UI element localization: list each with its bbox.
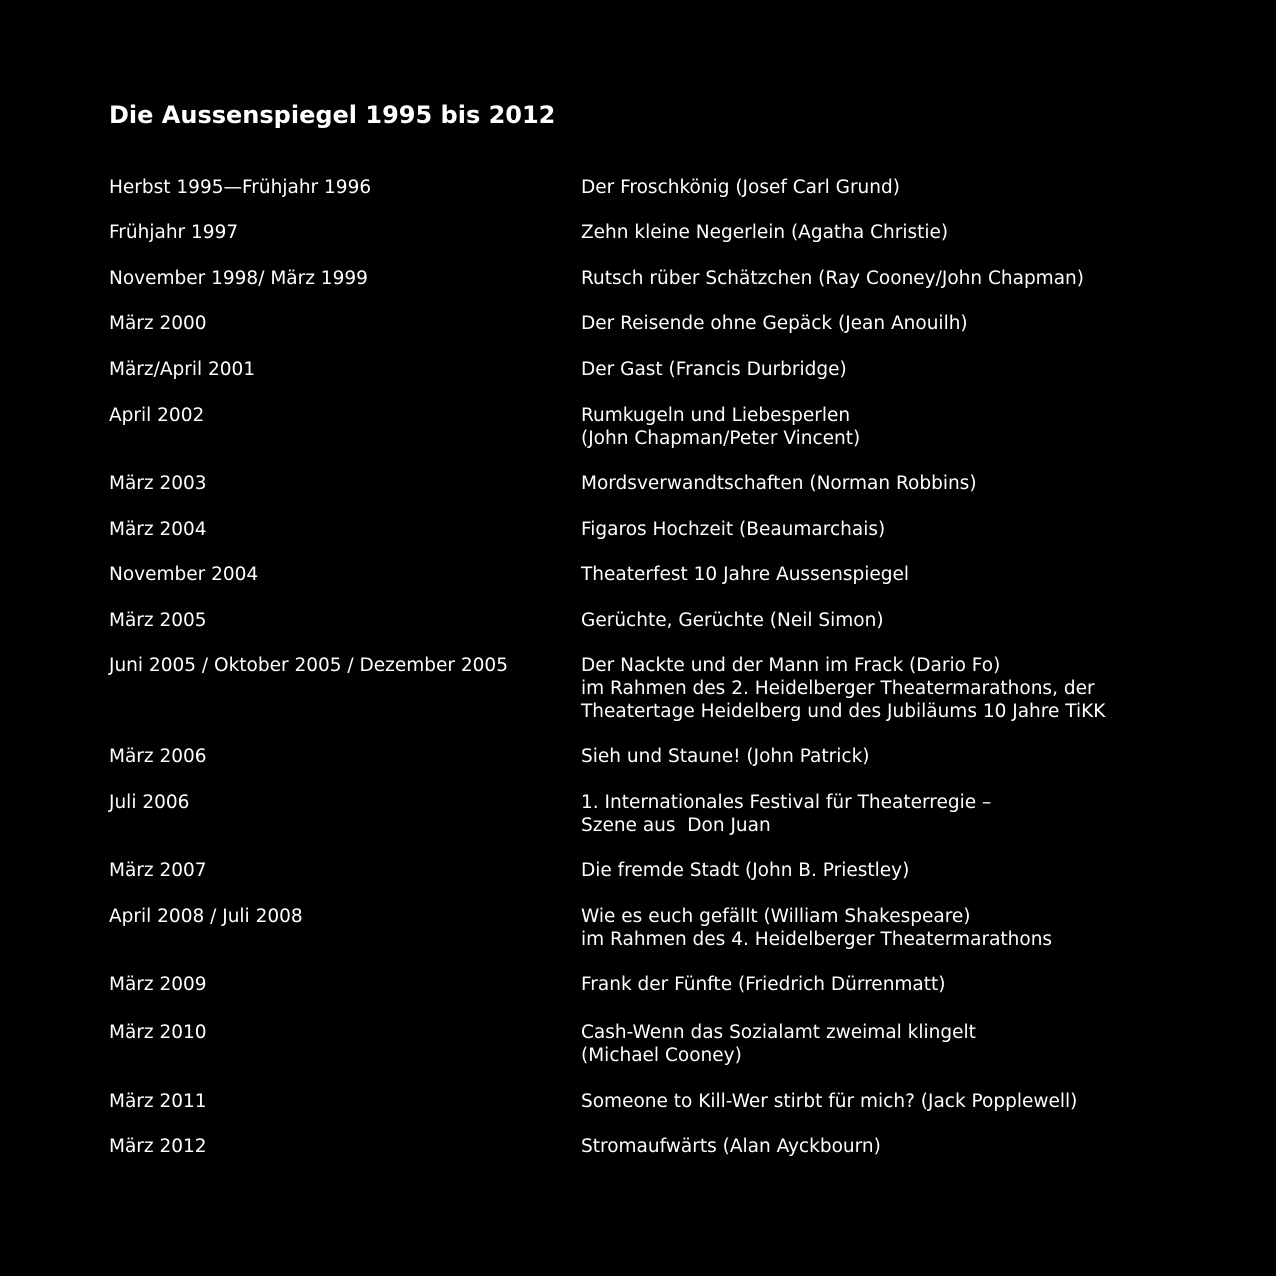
production-date: März 2009 <box>109 974 207 995</box>
production-title <box>581 312 968 335</box>
production-date: März 2012 <box>109 1136 207 1157</box>
production-title-line: 1. Internationales Festival für Theaterregie – <box>581 792 992 813</box>
production-title-line: Szene aus Don Juan <box>581 815 771 836</box>
page-title: Die Aussenspiegel 1995 bis 2012 <box>109 101 556 129</box>
production-title-line: Frank der Fünfte (Friedrich Dürrenmatt) <box>581 974 946 995</box>
production-title <box>581 1021 976 1067</box>
production-title-line: Figaros Hochzeit (Beaumarchais) <box>581 519 886 540</box>
production-title-line: Mordsverwandtschaften (Norman Robbins) <box>581 473 977 494</box>
production-title <box>581 472 977 495</box>
production-date: März 2006 <box>109 746 207 767</box>
production-date: März/April 2001 <box>109 359 256 380</box>
production-date: März 2005 <box>109 610 207 631</box>
production-date: Juni 2005 / Oktober 2005 / Dezember 2005 <box>109 655 508 676</box>
production-title-line: Die fremde Stadt (John B. Priestley) <box>581 860 910 881</box>
production-title <box>581 609 884 632</box>
production-title-line: Zehn kleine Negerlein (Agatha Christie) <box>581 222 949 243</box>
production-date: November 1998/ März 1999 <box>109 268 368 289</box>
production-date: April 2002 <box>109 405 205 426</box>
production-title-line: Wie es euch gefällt (William Shakespeare) <box>581 906 971 927</box>
production-title <box>581 791 991 837</box>
production-title-line: Stromaufwärts (Alan Ayckbourn) <box>581 1136 881 1157</box>
production-title <box>581 221 948 244</box>
production-title <box>581 518 885 541</box>
production-title-line: Sieh und Staune! (John Patrick) <box>581 746 870 767</box>
production-date: Frühjahr 1997 <box>109 222 239 243</box>
production-title <box>581 563 909 586</box>
production-title <box>581 973 946 996</box>
production-title-line: im Rahmen des 4. Heidelberger Theatermarathons <box>581 929 1053 950</box>
production-title-line: Gerüchte, Gerüchte (Neil Simon) <box>581 610 884 631</box>
production-title <box>581 654 1105 723</box>
production-title <box>581 358 847 381</box>
production-title-line: Der Froschkönig (Josef Carl Grund) <box>581 177 900 198</box>
production-title-line: Der Gast (Francis Durbridge) <box>581 359 847 380</box>
production-title <box>581 1135 881 1158</box>
production-title-line: Rumkugeln und Liebesperlen <box>581 405 851 426</box>
production-title-line: Der Nackte und der Mann im Frack (Dario Fo) <box>581 655 1001 676</box>
production-title-line: Someone to Kill-Wer stirbt für mich? (Jack Popplewell) <box>581 1091 1078 1112</box>
production-date: Juli 2006 <box>109 792 190 813</box>
production-date: März 2007 <box>109 860 207 881</box>
production-title-line: Theatertage Heidelberg und des Jubiläums 10 Jahre TiKK <box>581 701 1106 722</box>
production-date: März 2003 <box>109 473 207 494</box>
production-date: November 2004 <box>109 564 259 585</box>
production-date: März 2010 <box>109 1022 207 1043</box>
production-date: März 2011 <box>109 1091 207 1112</box>
production-title-line: Der Reisende ohne Gepäck (Jean Anouilh) <box>581 313 968 334</box>
production-title <box>581 745 870 768</box>
production-title-line: (John Chapman/Peter Vincent) <box>581 428 861 449</box>
production-title <box>581 404 860 450</box>
production-title <box>581 1090 1077 1113</box>
production-title-line: (Michael Cooney) <box>581 1045 742 1066</box>
production-date: April 2008 / Juli 2008 <box>109 906 303 927</box>
production-date: März 2004 <box>109 519 207 540</box>
production-title <box>581 267 1084 290</box>
production-date: März 2000 <box>109 313 207 334</box>
production-title <box>581 859 909 882</box>
production-title-line: Theaterfest 10 Jahre Aussenspiegel <box>581 564 909 585</box>
production-title <box>581 176 900 199</box>
production-date: Herbst 1995—Frühjahr 1996 <box>109 177 372 198</box>
production-title-line: Cash-Wenn das Sozialamt zweimal klingelt <box>581 1022 976 1043</box>
production-title <box>581 905 1052 951</box>
production-title-line: im Rahmen des 2. Heidelberger Theatermarathons, der <box>581 678 1095 699</box>
production-title-line: Rutsch rüber Schätzchen (Ray Cooney/John Chapman) <box>581 268 1084 289</box>
